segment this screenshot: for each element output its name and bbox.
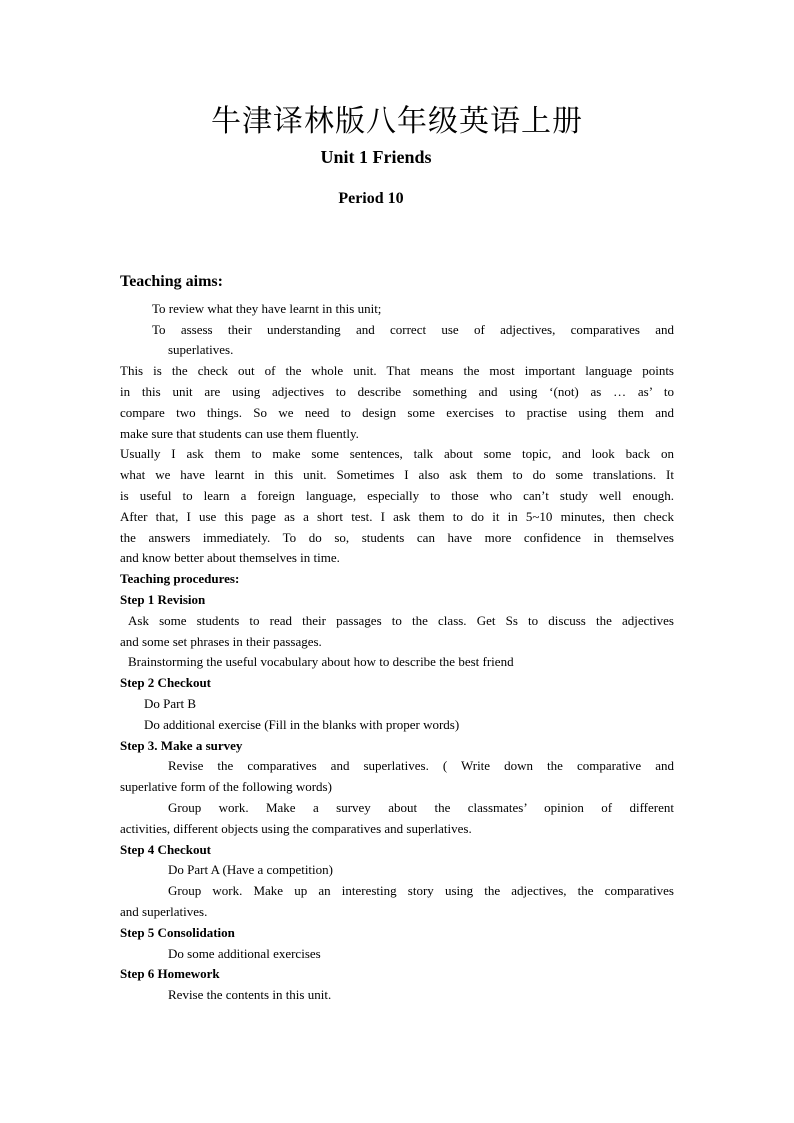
paragraph-line: After that, I use this page as a short test. I ask them to do it in 5~10 minutes, then check [120,508,674,524]
step-line: Revise the contents in this unit. [168,987,332,1003]
paragraph-line: make sure that students can use them fluently. [120,425,359,441]
step-line: Group work. Make up an interesting story using the adjectives, the comparatives [168,883,674,899]
step-heading: Step 1 Revision [120,591,206,607]
step-heading: Step 3. Make a survey [120,737,243,753]
step-line: Do Part B [144,695,196,711]
teaching-procedures-heading: Teaching procedures: [120,571,240,587]
paragraph-line: the answers immediately. To do so, students can have more confidence in themselves [120,529,674,545]
step-line: Revise the comparatives and superlatives. ( Write down the comparative and [168,758,674,774]
aim-item-continued: superlatives. [168,342,234,358]
step-line: Group work. Make a survey about the classmates’ opinion of different [168,799,674,815]
paragraph-line: compare two things. So we need to design some exercises to practise using them and [120,404,674,420]
paragraph-line: in this unit are using adjectives to describe something and using ‘(not) as … as’ to [120,383,674,399]
lesson-plan-body [120,272,674,1006]
unit-heading: Unit 1 Friends [320,147,432,167]
aim-item: To review what they have learnt in this unit; [152,300,382,316]
step-line: and some set phrases in their passages. [120,633,322,649]
step-line: Do some additional exercises [168,945,321,961]
step-heading: Step 4 Checkout [120,841,212,857]
paragraph-line: Usually I ask them to make some sentences, talk about some topic, and look back on [120,446,674,462]
step-heading: Step 6 Homework [120,966,220,982]
paragraph-line: and know better about themselves in time. [120,550,340,566]
step-line: Do Part A (Have a competition) [168,862,333,878]
step-line: Do additional exercise (Fill in the blanks with proper words) [144,716,460,732]
step-line: superlative form of the following words) [120,779,332,795]
teaching-aims-heading: Teaching aims: [120,273,223,290]
step-heading: Step 5 Consolidation [120,924,235,940]
step-line: Ask some students to read their passages to the class. Get Ss to discuss the adjectives [128,612,674,628]
paragraph-line: what we have learnt in this unit. Sometimes I also ask them to do some translations. It [120,467,674,483]
paragraph-line: This is the check out of the whole unit. That means the most important language points [120,363,674,379]
aim-item: To assess their understanding and correct use of adjectives, comparatives and [152,321,674,337]
step-line: and superlatives. [120,903,208,919]
document-title: 牛津译林版八年级英语上册 [211,104,583,139]
paragraph-line: is useful to learn a foreign language, especially to those who can’t study well enough. [120,487,674,503]
step-heading: Step 2 Checkout [120,675,212,691]
period-heading: Period 10 [338,190,404,207]
step-line: Brainstorming the useful vocabulary about how to describe the best friend [128,654,514,670]
step-line: activities, different objects using the comparatives and superlatives. [120,820,472,836]
